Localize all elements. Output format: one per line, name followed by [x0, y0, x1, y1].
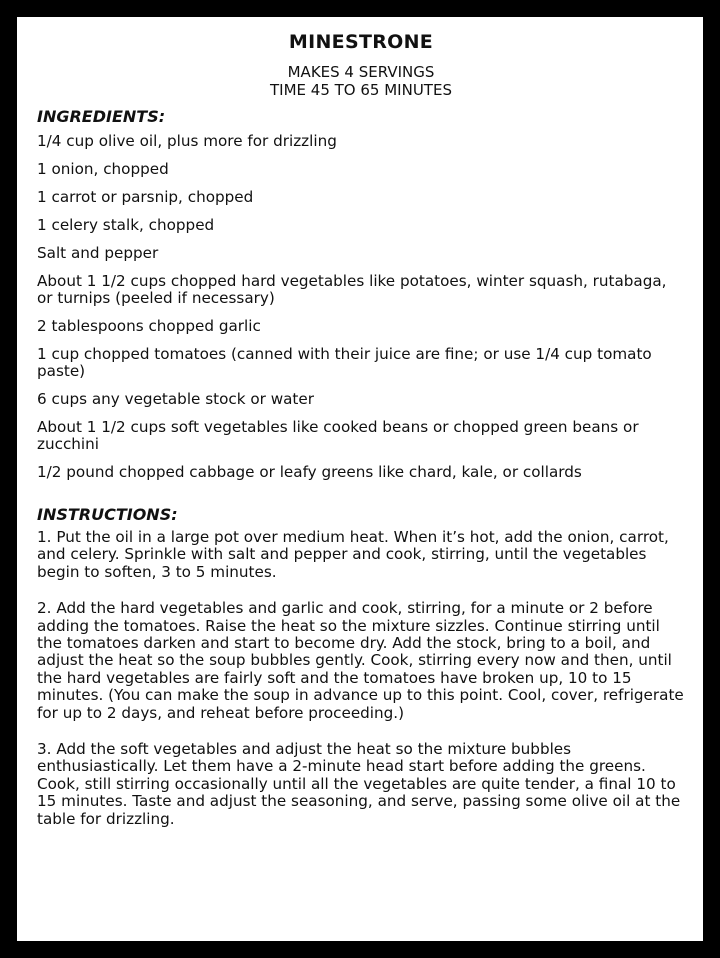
instruction-step: 3. Add the soft vegetables and adjust the heat so the mixture bubbles enthusiastically. Let them have a 2-minute head start before adding the greens. Cook, still stirring occasionally until all the vegetables are quite tender, a final 10 to 15 minutes. Taste and adjust the seasoning, and serve, passing some olive oil at the table for drizzling. [37, 740, 681, 828]
ingredient-item: 1 celery stalk, chopped [37, 216, 215, 234]
ingredient-item: 1 cup chopped tomatoes (canned with their juice are fine; or use 1/4 cup tomato paste) [37, 345, 652, 380]
recipe-meta [37, 63, 685, 99]
ingredient-item: Salt and pepper [37, 244, 159, 262]
ingredient-item: About 1 1/2 cups soft vegetables like cooked beans or chopped green beans or zucchini [37, 418, 639, 453]
ingredient-item: About 1 1/2 cups chopped hard vegetables like potatoes, winter squash, rutabaga, or turnips (peeled if necessary) [37, 272, 667, 307]
instruction-step: 1. Put the oil in a large pot over medium heat. When it’s hot, add the onion, carrot, and celery. Sprinkle with salt and pepper and cook, stirring, until the vegetables begin to soften, 3 to 5 minutes. [37, 528, 669, 581]
ingredients-heading: INGREDIENTS: [37, 107, 166, 126]
ingredient-item: 2 tablespoons chopped garlic [37, 317, 261, 335]
instruction-step: 2. Add the hard vegetables and garlic and cook, stirring, for a minute or 2 before adding the tomatoes. Raise the heat so the mixture sizzles. Continue stirring until the tomatoes darken and start to become dry. Add the stock, bring to a boil, and adjust the heat so the soup bubbles gently. Cook, stirring every now and then, until the hard vegetables are fairly soft and the tomatoes have broken up, 10 to 15 minutes. (You can make the soup in advance up to this point. Cool, cover, refrigerate for up to 2 days, and reheat before proceeding.) [37, 599, 684, 722]
ingredient-item: 1/4 cup olive oil, plus more for drizzling [37, 132, 337, 150]
ingredients-list [37, 133, 685, 481]
recipe-card [17, 17, 703, 941]
recipe-title: MINESTRONE [288, 31, 434, 53]
ingredient-item: 1 carrot or parsnip, chopped [37, 188, 254, 206]
instructions-heading: INSTRUCTIONS: [37, 505, 178, 524]
time-text: TIME 45 TO 65 MINUTES [270, 81, 452, 99]
instructions-list [37, 529, 685, 828]
ingredient-item: 6 cups any vegetable stock or water [37, 390, 314, 408]
servings-text: MAKES 4 SERVINGS [287, 63, 435, 81]
ingredient-item: 1/2 pound chopped cabbage or leafy greens like chard, kale, or collards [37, 463, 582, 481]
ingredient-item: 1 onion, chopped [37, 160, 169, 178]
